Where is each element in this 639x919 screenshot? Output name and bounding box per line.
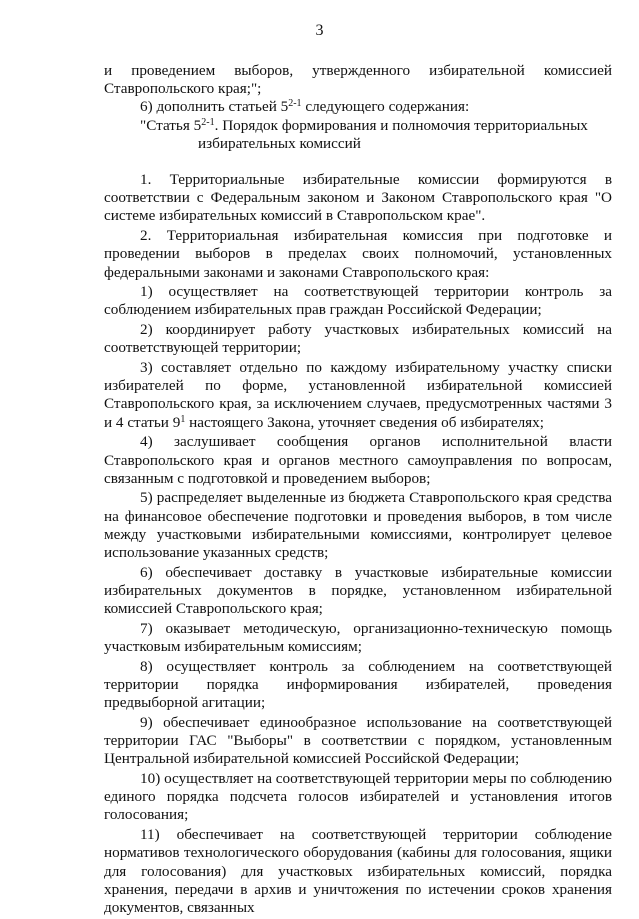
list-item-11: 11) обеспечивает на соответствующей территории соблюдение нормативов технологического оборудования (кабины для голосования, ящики для голосования) для участковых избирательных комиссий, порядка хранения, передачи в архив и уничтожения по истечении сроков хранения документов, связанных	[104, 826, 612, 916]
paragraph-2: 2. Территориальная избирательная комиссия при подготовке и проведении выборов в пределах своих полномочий, установленных федеральными законами и законами Ставропольского края:	[104, 227, 612, 281]
page-number: 3	[315, 22, 324, 39]
list-item-3-before: 3) составляет отдельно по каждому избирательному участку списки избирателей по форме, установленной избирательной комиссией Ставропольского края, за исключением случаев, предусмотренных частями 3 и 4 статьи 9	[104, 359, 612, 431]
list-item-6: 6) обеспечивает доставку в участковые избирательные комиссии избирательных документов в порядке, установленном избирательной комиссией Ставропольского края;	[104, 563, 612, 618]
list-item-3-after: настоящего Закона, уточняет сведения об избирателях;	[185, 413, 544, 431]
amendment-line	[104, 98, 612, 116]
article-title-line-1: . Порядок формирования и полномочия территориальных	[214, 116, 588, 134]
article-title-line-2: избирательных комиссий	[198, 134, 361, 152]
list-item-9: 9) обеспечивает единообразное использование на соответствующей территории ГАС "Выборы" в соответствии с порядком, установленным Центральной избирательной комиссией Российской Федерации;	[104, 713, 612, 768]
article-heading	[104, 117, 612, 135]
list-item-3-sup: 1	[180, 413, 186, 425]
list-item-1: 1) осуществляет на соответствующей территории контроль за соблюдением избирательных прав граждан Российской Федерации;	[104, 283, 612, 319]
amendment-suffix: следующего содержания:	[301, 98, 470, 116]
list-item-10: 10) осуществляет на соответствующей территории меры по соблюдению единого порядка подсчета голосов избирателей и установления итогов голосования;	[104, 770, 612, 824]
list-item-4: 4) заслушивает сообщения органов исполнительной власти Ставропольского края и органов местного самоуправления по вопросам, связанным с подготовкой и проведением выборов;	[104, 433, 612, 487]
article-sup: 2-1	[201, 116, 215, 128]
document-body	[104, 62, 612, 919]
list-item-7: 7) оказывает методическую, организационно-техническую помощь участковым избирательным комиссиям;	[104, 619, 612, 656]
amendment-prefix: 6) дополнить статьей 5	[140, 98, 289, 116]
amendment-sup: 2-1	[288, 98, 302, 110]
list-item-5: 5) распределяет выделенные из бюджета Ставропольского края средства на финансовое обеспечение подготовки и проведения выборов, в том числе между участковыми избирательными комиссиями, контролирует целевое использование указанных средств;	[104, 489, 612, 562]
list-item-3	[104, 359, 612, 432]
article-prefix: "Статья 5	[140, 116, 202, 134]
paragraph-1: 1. Территориальные избирательные комиссии формируются в соответствии с Федеральным законом и Законом Ставропольского края "О системе избирательных комиссий в Ставропольском крае".	[104, 171, 612, 225]
list-item-2: 2) координирует работу участковых избирательных комиссий на соответствующей территории;	[104, 321, 612, 357]
intro-line: и проведением выборов, утвержденного избирательной комиссией Ставропольского края;";	[104, 62, 612, 98]
list-item-8: 8) осуществляет контроль за соблюдением на соответствующей территории порядка информирования избирателей, проведения предвыборной агитации;	[104, 657, 612, 712]
